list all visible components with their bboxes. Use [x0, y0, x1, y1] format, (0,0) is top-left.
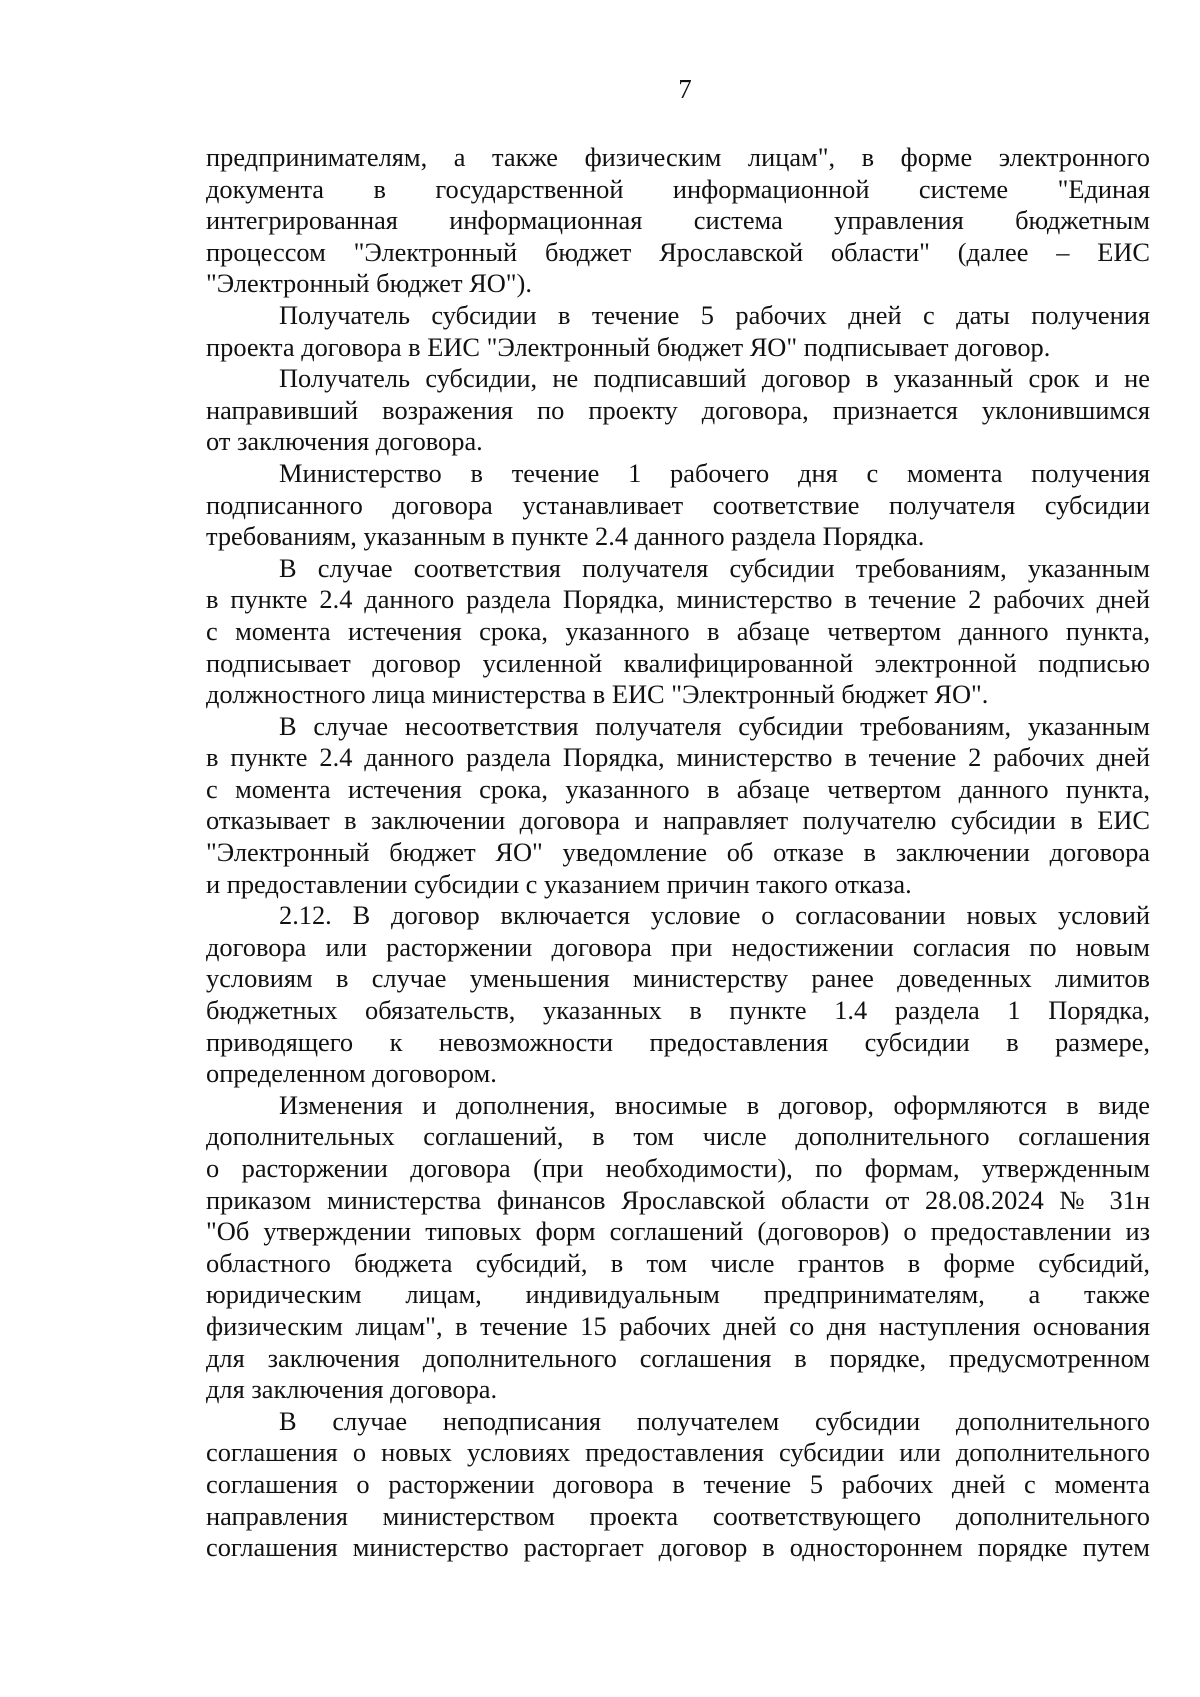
text-line: проекта договора в ЕИС "Электронный бюджет ЯО" подписывает договор. — [206, 331, 1051, 362]
text-line: приказом министерства финансов Ярославской области от 28.08.2024 № 31н — [206, 1184, 1150, 1215]
document-body — [206, 142, 1150, 1564]
text-line: подписанного договора устанавливает соответствие получателя субсидии — [206, 489, 1150, 520]
text-line: требованиям, указанным в пункте 2.4 данного раздела Порядка. — [206, 521, 925, 552]
text-line: В случае несоответствия получателя субсидии требованиям, указанным — [279, 710, 1150, 741]
text-line: определенном договором. — [206, 1058, 497, 1089]
text-line: дополнительных соглашений, в том числе дополнительного соглашения — [206, 1121, 1150, 1152]
text-line: "Электронный бюджет ЯО"). — [206, 268, 532, 299]
text-line: Получатель субсидии в течение 5 рабочих дней с даты получения — [279, 299, 1150, 330]
text-line: В случае соответствия получателя субсидии требованиям, указанным — [279, 552, 1150, 583]
text-line: о расторжении договора (при необходимости), по формам, утвержденным — [206, 1153, 1150, 1183]
text-line: интегрированная информационная система управления бюджетным — [206, 205, 1150, 236]
text-line: отказывает в заключении договора и направляет получателю субсидии в ЕИС — [206, 805, 1150, 836]
text-line: направивший возражения по проекту договора, признается уклонившимся — [206, 394, 1150, 425]
text-line: для заключения дополнительного соглашения в порядке, предусмотренном — [206, 1342, 1150, 1373]
text-line: направления министерством проекта соответствующего дополнительного — [206, 1500, 1150, 1531]
text-line: В случае неподписания получателем субсидии дополнительного — [279, 1405, 1150, 1436]
text-line: предпринимателям, а также физическим лицам", в форме электронного — [206, 142, 1150, 172]
paragraph — [206, 1406, 1150, 1564]
text-line: Получатель субсидии, не подписавший договор в указанный срок и не — [279, 363, 1150, 394]
text-line: 2.12. В договор включается условие о согласовании новых условий — [279, 900, 1150, 931]
text-line: договора или расторжении договора при недостижении согласия по новым — [206, 931, 1150, 962]
paragraph — [206, 1090, 1150, 1406]
text-line: с момента истечения срока, указанного в абзаце четвертом данного пункта, — [206, 615, 1150, 646]
text-line: физическим лицам", в течение 15 рабочих дней со дня наступления основания — [206, 1310, 1150, 1341]
paragraph — [206, 553, 1150, 711]
text-line: соглашения министерство расторгает договор в одностороннем порядке путем — [206, 1532, 1150, 1563]
text-line: Изменения и дополнения, вносимые в договор, оформляются в виде — [279, 1089, 1150, 1120]
text-line: бюджетных обязательств, указанных в пункте 1.4 раздела 1 Порядка, — [206, 995, 1150, 1026]
paragraph — [206, 300, 1150, 363]
text-line: "Электронный бюджет ЯО" уведомление об отказе в заключении договора — [206, 837, 1150, 868]
text-line: процессом "Электронный бюджет Ярославской области" (далее – ЕИС — [206, 236, 1150, 267]
text-line: юридическим лицам, индивидуальным предпринимателям, а также — [206, 1279, 1150, 1310]
text-line: должностного лица министерства в ЕИС "Электронный бюджет ЯО". — [206, 679, 989, 710]
text-line: "Об утверждении типовых форм соглашений (договоров) о предоставлении из — [206, 1216, 1150, 1247]
text-line: для заключения договора. — [206, 1374, 498, 1405]
text-line: областного бюджета субсидий, в том числе грантов в форме субсидий, — [206, 1247, 1150, 1278]
text-line: условиям в случае уменьшения министерству ранее доведенных лимитов — [206, 963, 1150, 994]
text-line: и предоставлении субсидии с указанием причин такого отказа. — [206, 868, 912, 899]
text-line: в пункте 2.4 данного раздела Порядка, министерство в течение 2 рабочих дней — [206, 584, 1150, 615]
text-line: соглашения о новых условиях предоставления субсидии или дополнительного — [206, 1437, 1150, 1468]
paragraph — [206, 711, 1150, 901]
text-line: документа в государственной информационной системе "Единая — [206, 173, 1150, 204]
text-line: приводящего к невозможности предоставления субсидии в размере, — [206, 1026, 1150, 1057]
paragraph — [206, 142, 1150, 300]
paragraph — [206, 900, 1150, 1090]
text-line: в пункте 2.4 данного раздела Порядка, министерство в течение 2 рабочих дней — [206, 742, 1150, 773]
paragraph — [206, 363, 1150, 458]
paragraph — [206, 458, 1150, 553]
text-line: от заключения договора. — [206, 426, 483, 457]
text-line: с момента истечения срока, указанного в абзаце четвертом данного пункта, — [206, 773, 1150, 804]
text-line: Министерство в течение 1 рабочего дня с момента получения — [279, 457, 1150, 488]
text-line: подписывает договор усиленной квалифицированной электронной подписью — [206, 647, 1150, 678]
page-number: 7 — [678, 74, 692, 104]
text-line: соглашения о расторжении договора в течение 5 рабочих дней с момента — [206, 1468, 1150, 1499]
